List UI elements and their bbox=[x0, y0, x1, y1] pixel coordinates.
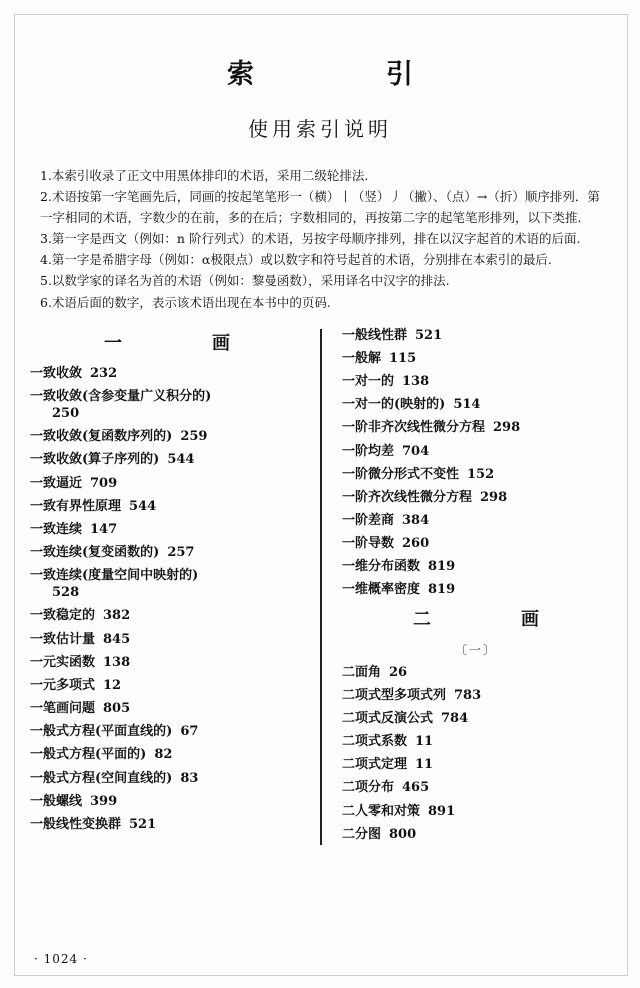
index-entry-term: 一致连续 bbox=[30, 521, 83, 537]
index-entry[interactable] bbox=[342, 350, 610, 367]
index-entry-term: 一般式方程(空间直线的) bbox=[30, 770, 173, 786]
note-item: 6.术语后面的数字，表示该术语出现在本书中的页码. bbox=[40, 294, 331, 310]
index-entry-term: 一元多项式 bbox=[30, 677, 96, 693]
index-entry-page: 704 bbox=[402, 443, 430, 459]
usage-notes bbox=[40, 166, 604, 313]
index-entry-term: 一笔画问题 bbox=[30, 701, 96, 717]
index-entry-term: 一致连续(度量空间中映射的) bbox=[30, 568, 199, 584]
index-entry[interactable] bbox=[342, 535, 610, 552]
index-entry[interactable] bbox=[342, 687, 610, 704]
column-divider bbox=[320, 329, 322, 845]
index-entry-term: 一致稳定的 bbox=[30, 608, 96, 624]
index-entry-term: 一致逼近 bbox=[30, 475, 83, 491]
index-columns bbox=[30, 327, 610, 849]
index-entry[interactable] bbox=[342, 664, 610, 681]
index-entry[interactable] bbox=[342, 512, 610, 529]
index-entry-term: 一阶非齐次线性微分方程 bbox=[342, 420, 486, 436]
index-entry[interactable] bbox=[342, 373, 610, 390]
index-entry[interactable] bbox=[30, 567, 304, 601]
index-entry-page: 819 bbox=[428, 559, 456, 575]
index-entry-page: 232 bbox=[90, 365, 118, 381]
index-entry[interactable] bbox=[30, 388, 304, 422]
index-entry-page: 819 bbox=[428, 582, 456, 598]
index-entry[interactable] bbox=[30, 816, 304, 833]
index-entry-term: 一致收敛(复函数序列的) bbox=[30, 429, 173, 445]
index-entry[interactable] bbox=[342, 779, 610, 796]
index-entry-page: 298 bbox=[493, 420, 521, 436]
index-entry-page: 382 bbox=[103, 608, 131, 624]
index-entry[interactable] bbox=[342, 756, 610, 773]
index-entry[interactable] bbox=[342, 581, 610, 598]
index-entry-term: 二面角 bbox=[342, 664, 382, 680]
index-entry-term: 一致估计量 bbox=[30, 631, 96, 647]
index-entry-page: 399 bbox=[90, 793, 118, 809]
index-entry-term: 一致收敛(算子序列的) bbox=[30, 452, 160, 468]
index-entry-term: 一对一的 bbox=[342, 374, 395, 390]
index-entry-page: 800 bbox=[389, 826, 417, 842]
index-entry[interactable] bbox=[30, 451, 304, 468]
index-entry-page: 298 bbox=[480, 489, 508, 505]
index-entry-term: 二分图 bbox=[342, 826, 382, 842]
index-entry-term: 一阶齐次线性微分方程 bbox=[342, 489, 473, 505]
index-entry-page: 259 bbox=[180, 429, 208, 445]
page-title: 索 引 bbox=[227, 59, 439, 90]
index-entry-page: 465 bbox=[402, 780, 430, 796]
index-entry-page: 138 bbox=[103, 654, 131, 670]
index-entry-term: 一般解 bbox=[342, 350, 382, 366]
index-entry-term: 二项式型多项式列 bbox=[342, 687, 447, 703]
index-entry-term: 一般线性变换群 bbox=[30, 816, 122, 832]
index-entry-page: 891 bbox=[428, 803, 456, 819]
index-entry[interactable] bbox=[342, 803, 610, 820]
index-entry-page: 147 bbox=[90, 521, 118, 537]
index-entry-term: 一阶导数 bbox=[342, 536, 395, 552]
index-entry[interactable] bbox=[342, 327, 610, 344]
index-entry[interactable] bbox=[30, 475, 304, 492]
section-heading: 二 画 bbox=[413, 608, 557, 630]
index-entry-page: 83 bbox=[180, 770, 199, 786]
index-entry-page: 783 bbox=[454, 687, 482, 703]
index-entry-term: 一般式方程(平面的) bbox=[30, 747, 147, 763]
index-entry-page: 260 bbox=[402, 536, 430, 552]
index-entry-page: 115 bbox=[389, 350, 417, 366]
index-entry[interactable] bbox=[30, 723, 304, 740]
index-entry-page: 12 bbox=[103, 677, 122, 693]
index-entry-page: 514 bbox=[453, 397, 481, 413]
index-entry[interactable] bbox=[30, 365, 304, 382]
index-entry-term: 一阶微分形式不变性 bbox=[342, 466, 460, 482]
index-entry-page: 11 bbox=[415, 734, 434, 750]
index-entry-term: 一对一的(映射的) bbox=[342, 397, 446, 413]
index-entry-term: 二项式系数 bbox=[342, 734, 408, 750]
index-entry[interactable] bbox=[342, 733, 610, 750]
index-entry-term: 一般式方程(平面直线的) bbox=[30, 724, 173, 740]
index-entry-term: 一般螺线 bbox=[30, 793, 83, 809]
note-item: 2.术语按第一字笔画先后，同画的按起笔笔形一（横）丨（竖）丿（撇）、（点）→（折）顺序排列．第一字相同的术语，字数少的在前，多的在后；字数相同的，再按第二字的起笔笔形排列，以下类推. bbox=[40, 189, 600, 225]
index-entry-page: 67 bbox=[180, 724, 199, 740]
index-entry[interactable] bbox=[30, 746, 304, 763]
index-entry[interactable] bbox=[342, 826, 610, 843]
index-entry-page: 11 bbox=[415, 757, 434, 773]
index-entry[interactable] bbox=[342, 710, 610, 727]
index-entry-list bbox=[30, 365, 304, 833]
index-entry-page: 709 bbox=[90, 475, 118, 491]
index-entry[interactable] bbox=[342, 443, 610, 460]
index-entry-term: 二项式定理 bbox=[342, 757, 408, 773]
index-entry-term: 二项分布 bbox=[342, 780, 395, 796]
index-entry-term: 一致连续(复变函数的) bbox=[30, 545, 160, 560]
index-entry-page: 845 bbox=[103, 631, 131, 647]
index-entry-term: 一致收敛 bbox=[30, 365, 83, 381]
index-entry[interactable] bbox=[342, 489, 610, 506]
index-entry-term: 一阶均差 bbox=[342, 443, 395, 459]
index-entry-page: 521 bbox=[415, 327, 443, 343]
index-entry[interactable] bbox=[30, 654, 304, 671]
page-subtitle: 使用索引说明 bbox=[248, 117, 392, 141]
page-number: · 1024 · bbox=[34, 952, 88, 966]
index-entry-term: 二项式反演公式 bbox=[342, 710, 434, 726]
index-entry-term: 一维分布函数 bbox=[342, 559, 421, 575]
index-entry-term: 一元实函数 bbox=[30, 654, 96, 670]
index-entry[interactable] bbox=[30, 607, 304, 624]
index-entry[interactable] bbox=[30, 770, 304, 787]
index-entry[interactable] bbox=[342, 466, 610, 483]
index-entry-page: 257 bbox=[167, 545, 195, 560]
index-entry[interactable] bbox=[30, 498, 304, 515]
index-entry-term: 一般线性群 bbox=[342, 327, 408, 343]
index-column-left bbox=[30, 327, 320, 849]
index-entry[interactable] bbox=[30, 631, 304, 648]
index-entry-page: 384 bbox=[402, 513, 430, 528]
index-entry-list bbox=[342, 327, 610, 599]
index-entry-term: 一致有界性原理 bbox=[30, 498, 122, 514]
index-entry[interactable] bbox=[342, 419, 610, 436]
index-entry-page: 805 bbox=[103, 701, 131, 717]
note-item: 4.第一字是希腊字母（例如：α极限点）或以数字和符号起首的术语，分别排在本索引的最后. bbox=[40, 252, 552, 267]
index-entry-page: 544 bbox=[129, 498, 157, 514]
index-entry[interactable] bbox=[342, 558, 610, 575]
index-entry[interactable] bbox=[30, 428, 304, 445]
index-entry[interactable] bbox=[30, 521, 304, 538]
index-entry-page: 82 bbox=[154, 747, 173, 763]
index-entry[interactable] bbox=[30, 544, 304, 561]
index-entry-page: 152 bbox=[467, 466, 495, 482]
index-entry-page: 544 bbox=[167, 452, 195, 468]
section-heading: 一 画 bbox=[104, 332, 248, 354]
index-entry-term: 二人零和对策 bbox=[342, 803, 421, 819]
index-column-right bbox=[320, 327, 610, 849]
note-item: 3.第一字是西文（例如：n 阶行列式）的术语，另按字母顺序排列，排在以汉字起首的术语的后面. bbox=[40, 230, 581, 246]
index-entry[interactable] bbox=[342, 396, 610, 413]
note-item: 1.本索引收录了正文中用黑体排印的术语，采用二级轮排法. bbox=[40, 168, 369, 183]
index-entry-page: 784 bbox=[441, 710, 469, 726]
index-entry-term: 一致收敛(含参变量广义积分的) bbox=[30, 388, 212, 404]
index-entry[interactable] bbox=[30, 677, 304, 694]
index-entry[interactable] bbox=[30, 793, 304, 810]
index-entry-term: 一维概率密度 bbox=[342, 582, 421, 598]
index-entry-term: 一阶差商 bbox=[342, 513, 395, 528]
index-entry-page: 138 bbox=[402, 374, 430, 390]
note-item: 5.以数学家的译名为首的术语（例如：黎曼函数），采用译名中汉字的排法. bbox=[40, 273, 450, 289]
index-entry-page: 250 bbox=[52, 406, 80, 422]
index-entry-page: 528 bbox=[52, 585, 80, 601]
index-entry-page: 26 bbox=[389, 664, 408, 680]
index-entry-list bbox=[342, 664, 610, 843]
index-entry-page: 521 bbox=[129, 816, 157, 832]
index-entry[interactable] bbox=[30, 700, 304, 717]
section-subheading: 〔一〕 bbox=[454, 642, 497, 657]
